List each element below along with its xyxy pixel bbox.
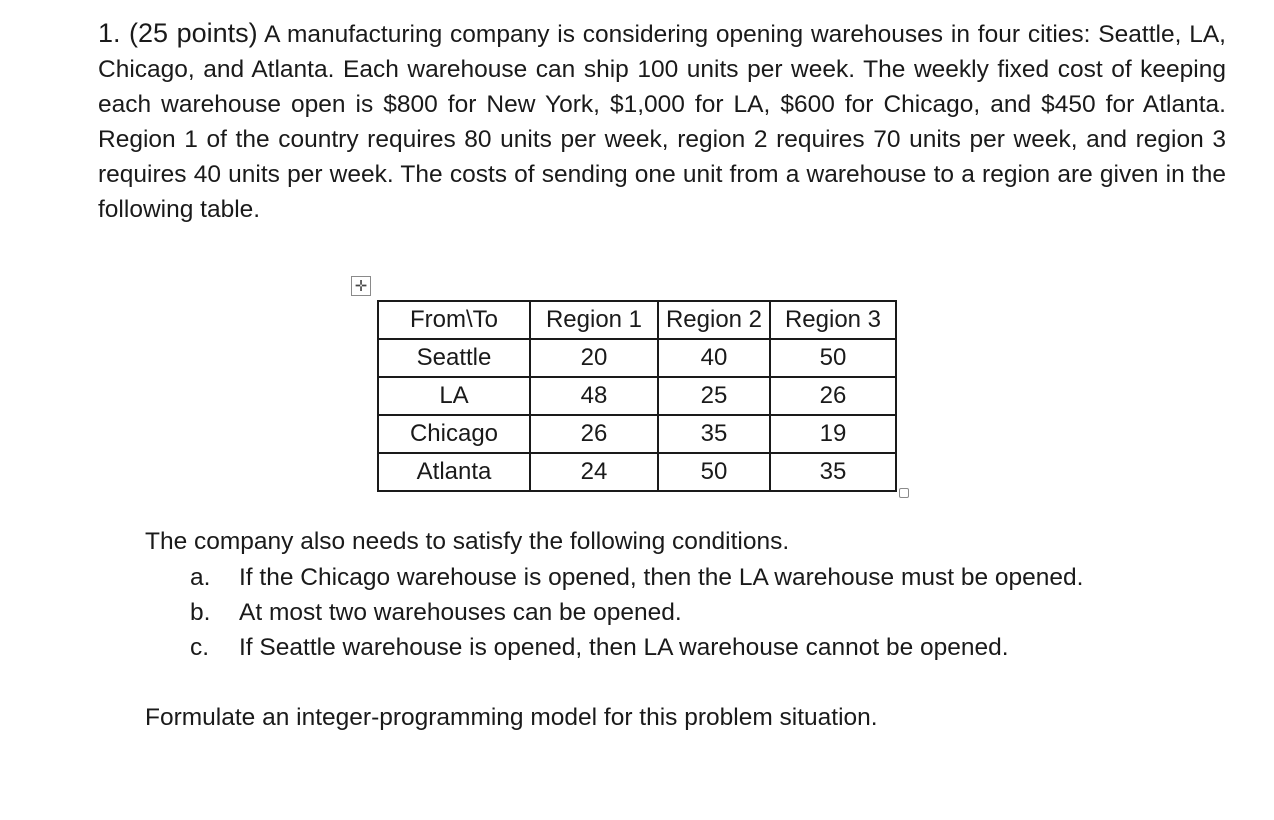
condition-text: If the Chicago warehouse is opened, then the LA warehouse must be opened. xyxy=(239,564,1084,591)
row-label-la: LA xyxy=(378,377,530,415)
condition-text: At most two warehouses can be opened. xyxy=(239,599,682,626)
table-resize-handle-icon[interactable] xyxy=(899,488,909,498)
problem-text: A manufacturing company is considering opening warehouses in four cities: Seattle, LA, Chicago, and Atlanta. Each warehouse can ship 100 units per week. The weekly fixed cost of keeping each warehouse open is $800 for New York, $1,000 for LA, $600 for Chicago, and $450 for Atlanta. Region 1 of the country requires 80 units per week, region 2 requires 70 units per week, and region 3 requires 40 units per week. The costs of sending one unit from a warehouse to a region are given in the following table. xyxy=(98,21,1226,223)
conditions-intro: The company also needs to satisfy the following conditions. xyxy=(145,528,790,555)
conditions-list xyxy=(190,560,1083,665)
row-label-chicago: Chicago xyxy=(378,415,530,453)
table-cell: 20 xyxy=(530,339,658,377)
instruction-text: Formulate an integer-programming model for this problem situation. xyxy=(145,704,878,731)
header-from-to: From\To xyxy=(378,301,530,339)
table-cell: 35 xyxy=(658,415,770,453)
table-cell: 40 xyxy=(658,339,770,377)
table-row xyxy=(378,453,896,491)
row-label-atlanta: Atlanta xyxy=(378,453,530,491)
table-cell: 25 xyxy=(658,377,770,415)
list-item xyxy=(190,630,1083,665)
table-cell: 26 xyxy=(770,377,896,415)
table-row xyxy=(378,339,896,377)
header-region-1: Region 1 xyxy=(530,301,658,339)
table-cell: 19 xyxy=(770,415,896,453)
table-cell: 50 xyxy=(770,339,896,377)
condition-text: If Seattle warehouse is opened, then LA warehouse cannot be opened. xyxy=(239,634,1009,661)
shipping-cost-table xyxy=(377,300,897,492)
list-item xyxy=(190,595,1083,630)
table-cell: 48 xyxy=(530,377,658,415)
row-label-seattle: Seattle xyxy=(378,339,530,377)
table-move-handle-icon[interactable]: ✛ xyxy=(351,276,371,296)
table-cell: 24 xyxy=(530,453,658,491)
header-region-3: Region 3 xyxy=(770,301,896,339)
list-item xyxy=(190,560,1083,595)
list-marker: c. xyxy=(190,634,210,661)
problem-heading: 1. (25 points) xyxy=(98,18,258,48)
table-row xyxy=(378,377,896,415)
table-cell: 26 xyxy=(530,415,658,453)
table-header-row xyxy=(378,301,896,339)
list-marker: b. xyxy=(190,599,211,626)
table-row xyxy=(378,415,896,453)
problem-statement xyxy=(98,16,1226,227)
header-region-2: Region 2 xyxy=(658,301,770,339)
table-cell: 35 xyxy=(770,453,896,491)
table-cell: 50 xyxy=(658,453,770,491)
list-marker: a. xyxy=(190,564,211,591)
